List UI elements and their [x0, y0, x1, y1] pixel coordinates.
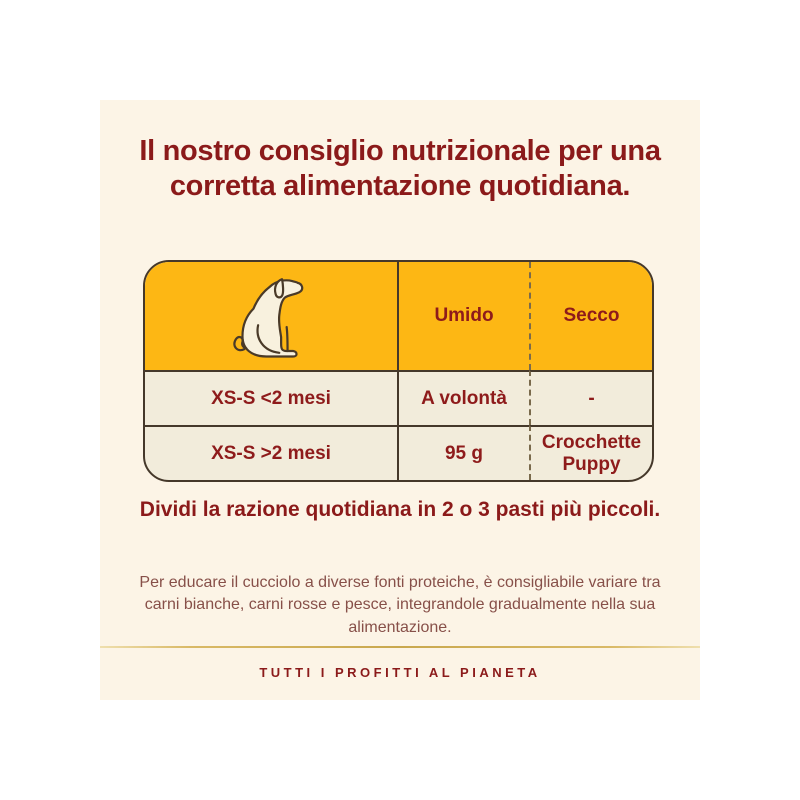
row-label: XS-S <2 mesi [145, 370, 397, 425]
column-header-secco: Secco [529, 262, 652, 370]
feeding-table [143, 260, 654, 482]
row-umido-value: 95 g [397, 425, 529, 480]
row-secco-value: Crocchette Puppy [529, 425, 652, 480]
protein-variety-note: Per educare il cucciolo a diverse fonti proteiche, è consigliabile variare tra carni bianche, carni rosse e pesce, integrandole gradualmente nella sua alimentazione. [139, 574, 661, 636]
row-secco-value: - [529, 370, 652, 425]
portion-advice-text: Dividi la razione quotidiana in 2 o 3 pasti più piccoli. [139, 498, 661, 521]
footer-tagline: TUTTI I PROFITTI AL PIANETA [259, 665, 541, 680]
page-title: Il nostro consiglio nutrizionale per una corretta alimentazione quotidiana. [139, 135, 661, 203]
row-label: XS-S >2 mesi [145, 425, 397, 480]
gold-divider [100, 646, 700, 648]
dog-icon-cell [145, 262, 397, 370]
content-canvas [100, 100, 700, 700]
row-umido-value: A volontà [397, 370, 529, 425]
column-header-umido: Umido [397, 262, 529, 370]
dog-icon [229, 270, 313, 362]
